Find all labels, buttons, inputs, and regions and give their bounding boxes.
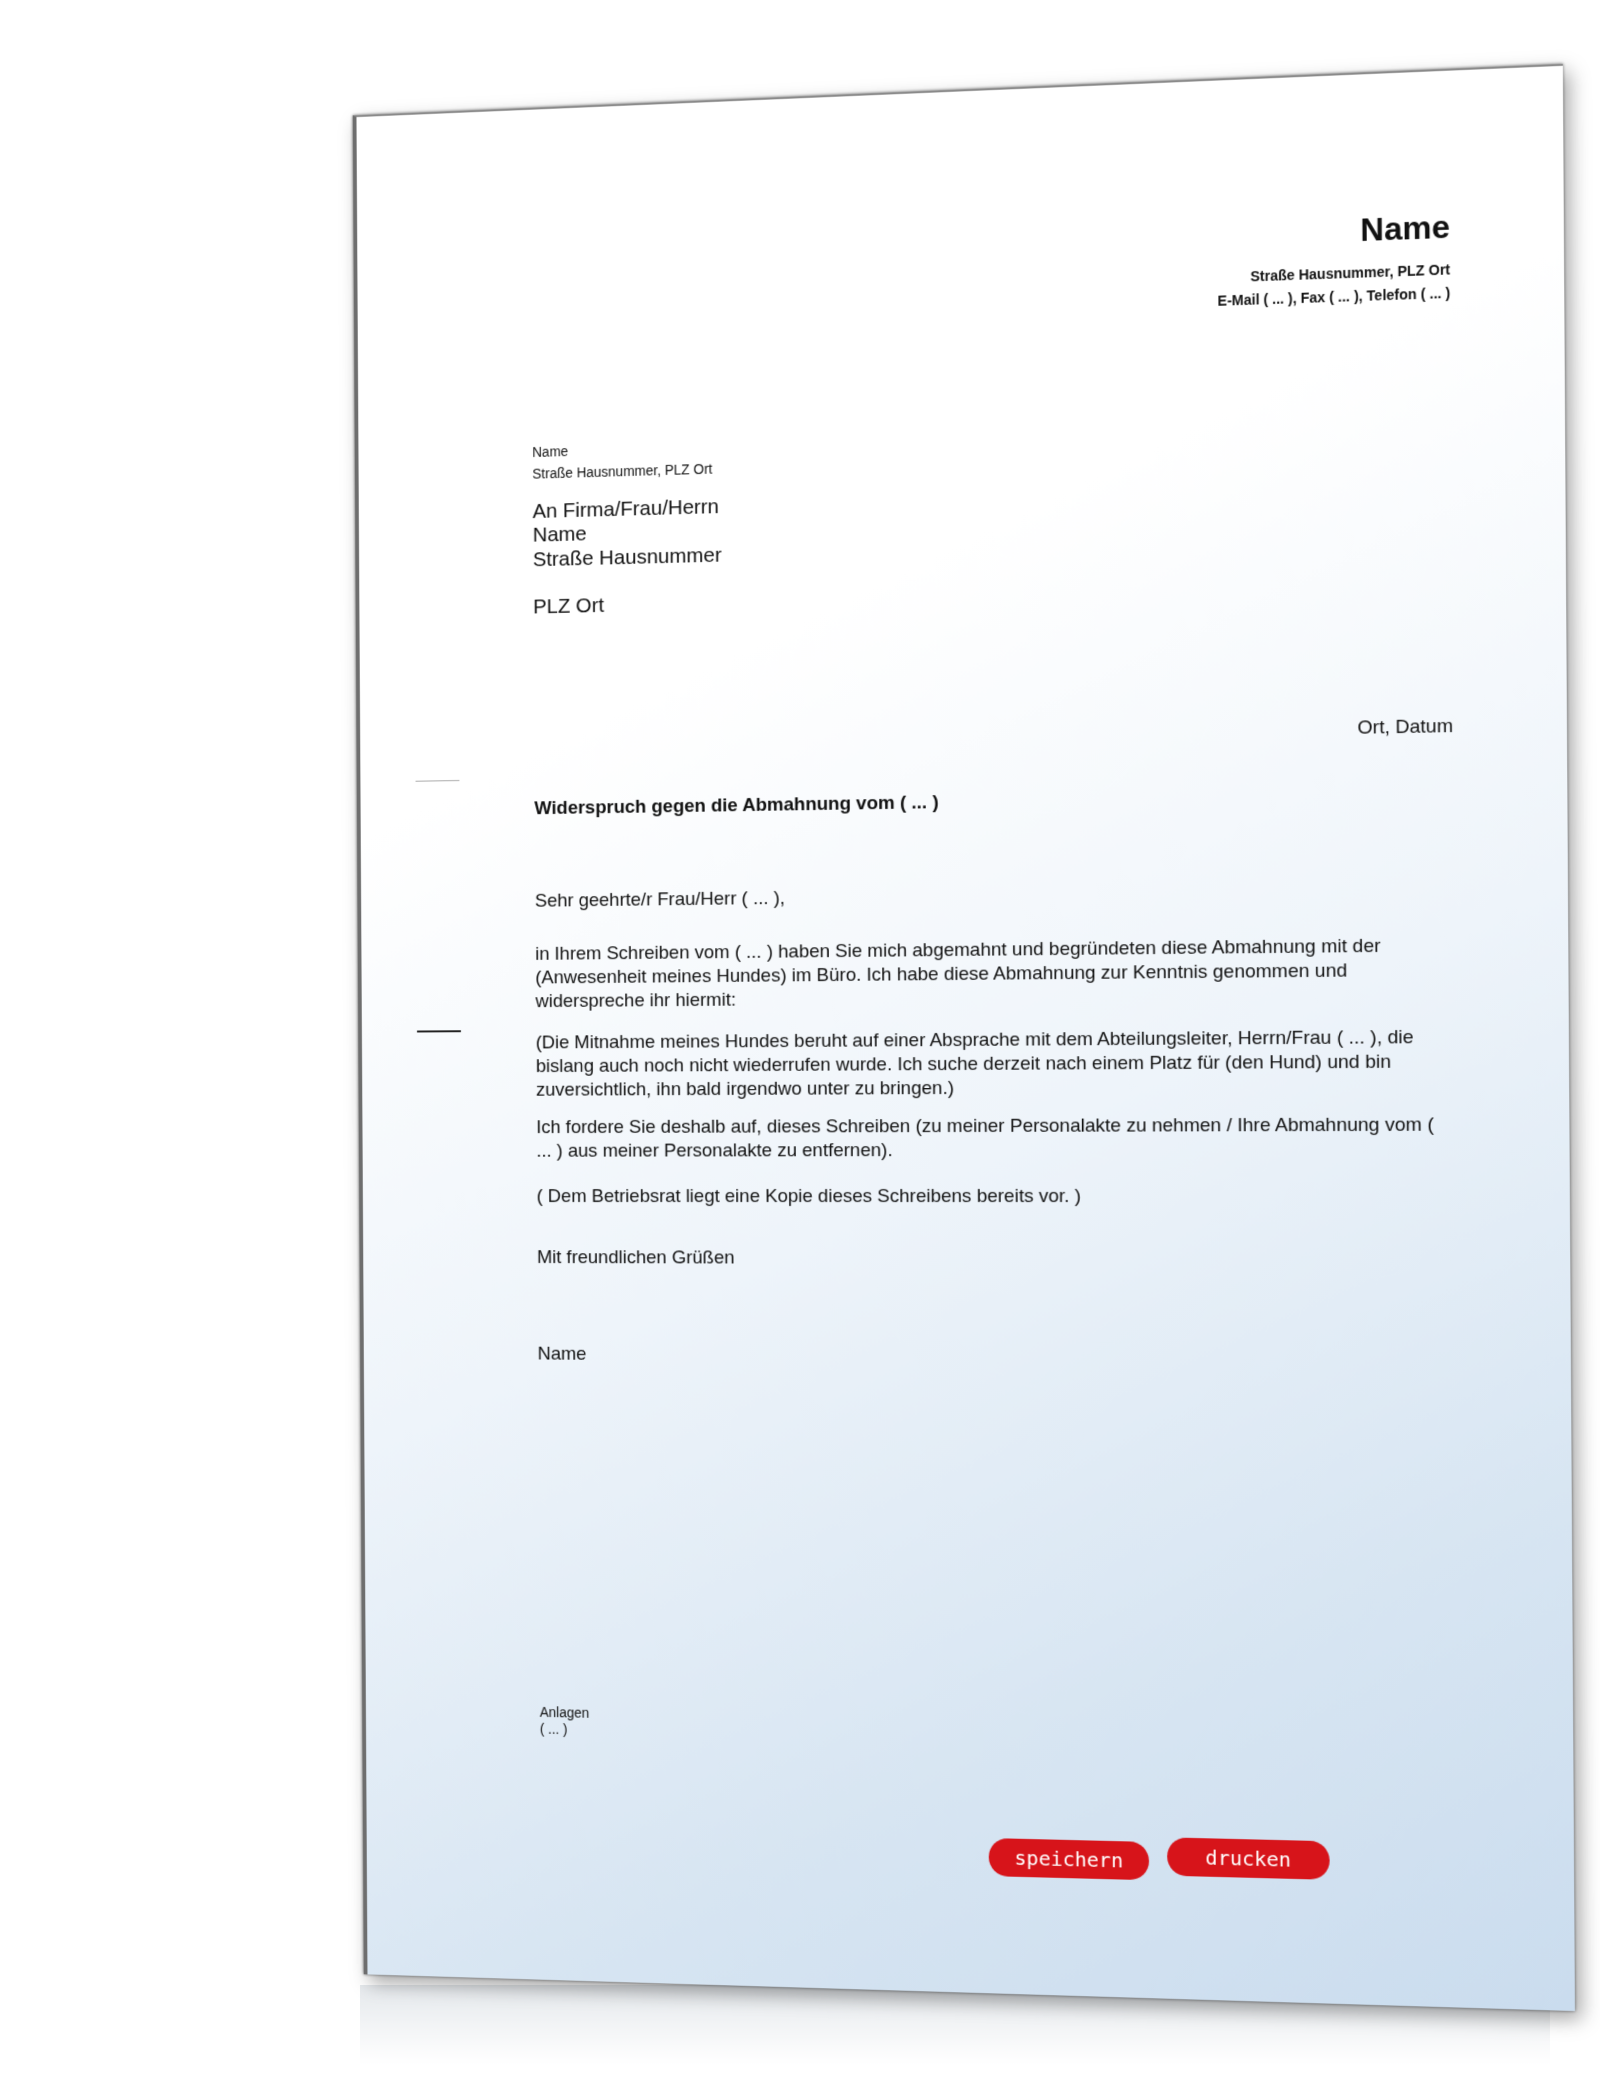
- body-paragraph-4: ( Dem Betriebsrat liegt eine Kopie dieses Schreibens bereits vor. ): [536, 1185, 1082, 1208]
- punch-mark: [417, 1030, 461, 1032]
- recipient-line-3: Straße Hausnummer: [532, 543, 722, 572]
- closing: Mit freundlichen Grüßen: [536, 1247, 735, 1269]
- salutation: Sehr geehrte/r Frau/Herr ( ... ),: [534, 887, 786, 912]
- recipient-line-1: An Firma/Frau/Herrn: [532, 495, 720, 523]
- recipient-line-4: PLZ Ort: [533, 594, 605, 619]
- sender-contact: E-Mail ( ... ), Fax ( ... ), Telefon ( ... ): [1217, 284, 1451, 309]
- recipient-line-2: Name: [532, 522, 587, 547]
- body-paragraph-2: (Die Mitnahme meines Hundes beruht auf einer Absprache mit dem Abteilungsleiter, Herrn/Frau ( ... ), die bislang auch noch nicht wiederrufen wurde. Ich suche derzeit nach einem Platz für (den Hund) und bin zuversichtlich, ihn bald irgendwo unter zu bringen.): [535, 1026, 1414, 1101]
- subject-line: Widerspruch gegen die Abmahnung vom ( ... ): [534, 792, 939, 820]
- sender-name: Name: [1360, 208, 1451, 249]
- place-date: Ort, Datum: [1357, 715, 1454, 739]
- save-button[interactable]: speichern: [989, 1838, 1150, 1880]
- letter-sheet: [353, 64, 1575, 2011]
- document-preview: [353, 64, 1571, 2009]
- body-paragraph-3: Ich fordere Sie deshalb auf, dieses Schreiben (zu meiner Personalakte zu nehmen / Ihre Abmahnung vom ( ... ) aus meiner Personalakte zu entfernen).: [536, 1114, 1434, 1162]
- attachments-label: Anlagen: [539, 1704, 590, 1721]
- return-address-name: Name: [532, 443, 569, 460]
- return-address-street: Straße Hausnummer, PLZ Ort: [532, 460, 713, 482]
- attachments-value: ( ... ): [539, 1720, 568, 1738]
- print-button[interactable]: drucken: [1167, 1837, 1330, 1880]
- body-paragraph-1: in Ihrem Schreiben vom ( ... ) haben Sie mich abgemahnt und begründeten diese Abmahnung mit der (Anwesenheit meines Hundes) im Büro. Ich habe diese Abmahnung zur Kenntnis genommen und widerspreche ihr hiermit:: [535, 935, 1381, 1013]
- sender-street: Straße Hausnummer, PLZ Ort: [1250, 261, 1451, 285]
- signature-name: Name: [537, 1343, 587, 1365]
- fold-mark: [416, 780, 460, 782]
